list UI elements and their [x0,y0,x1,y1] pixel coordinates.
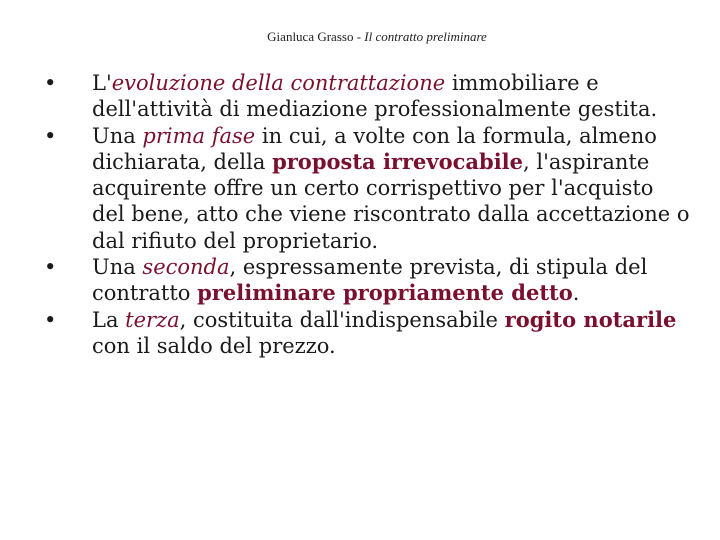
bullet-dot-icon: • [44,307,57,332]
bullet-text-bold: preliminare propriamente detto [197,280,573,306]
bullet-item [0,123,692,254]
bullet-text: Una [92,123,143,148]
slide-header [0,29,720,45]
bullet-text: , l'aspirante acquirente offre un certo corrispettivo per l'acquisto del bene, atto che viene riscontrato dalla accettazione o dal rifiuto del proprietario. [92,149,690,253]
bullet-text-emphasis: evoluzione della contrattazione [111,71,446,95]
bullet-dot-icon: • [44,255,57,280]
bullet-dot-icon: • [44,123,57,148]
header-title: Il contratto preliminare [364,29,487,44]
bullet-item [0,70,692,123]
bullet-item [0,254,692,307]
bullet-text: L' [92,71,112,95]
bullet-text-bold: rogito notarile [504,306,677,332]
bullet-text: in cui, a volte con la formula, almeno dichiarata, della [92,123,657,174]
bullet-text: La [92,307,126,332]
header-author: Gianluca Grasso - [267,29,365,44]
bullet-list [0,70,720,359]
bullet-text-bold: proposta irrevocabile [272,148,524,174]
bullet-text: Una [92,255,143,280]
bullet-item [0,307,692,360]
bullet-text-emphasis: seconda [142,255,230,280]
bullet-text-emphasis: terza [125,307,180,332]
bullet-text: , espressamente prevista, di stipula del contratto [92,255,648,306]
bullet-dot-icon: • [44,71,57,95]
bullet-text: immobiliare e dell'attività di mediazione professionalmente gestita. [92,71,658,122]
bullet-text-emphasis: prima fase [142,123,256,148]
bullet-text: con il saldo del prezzo. [92,333,336,358]
bullet-text: , costituita dall'indispensabile [179,307,505,332]
bullet-text: . [572,281,580,306]
